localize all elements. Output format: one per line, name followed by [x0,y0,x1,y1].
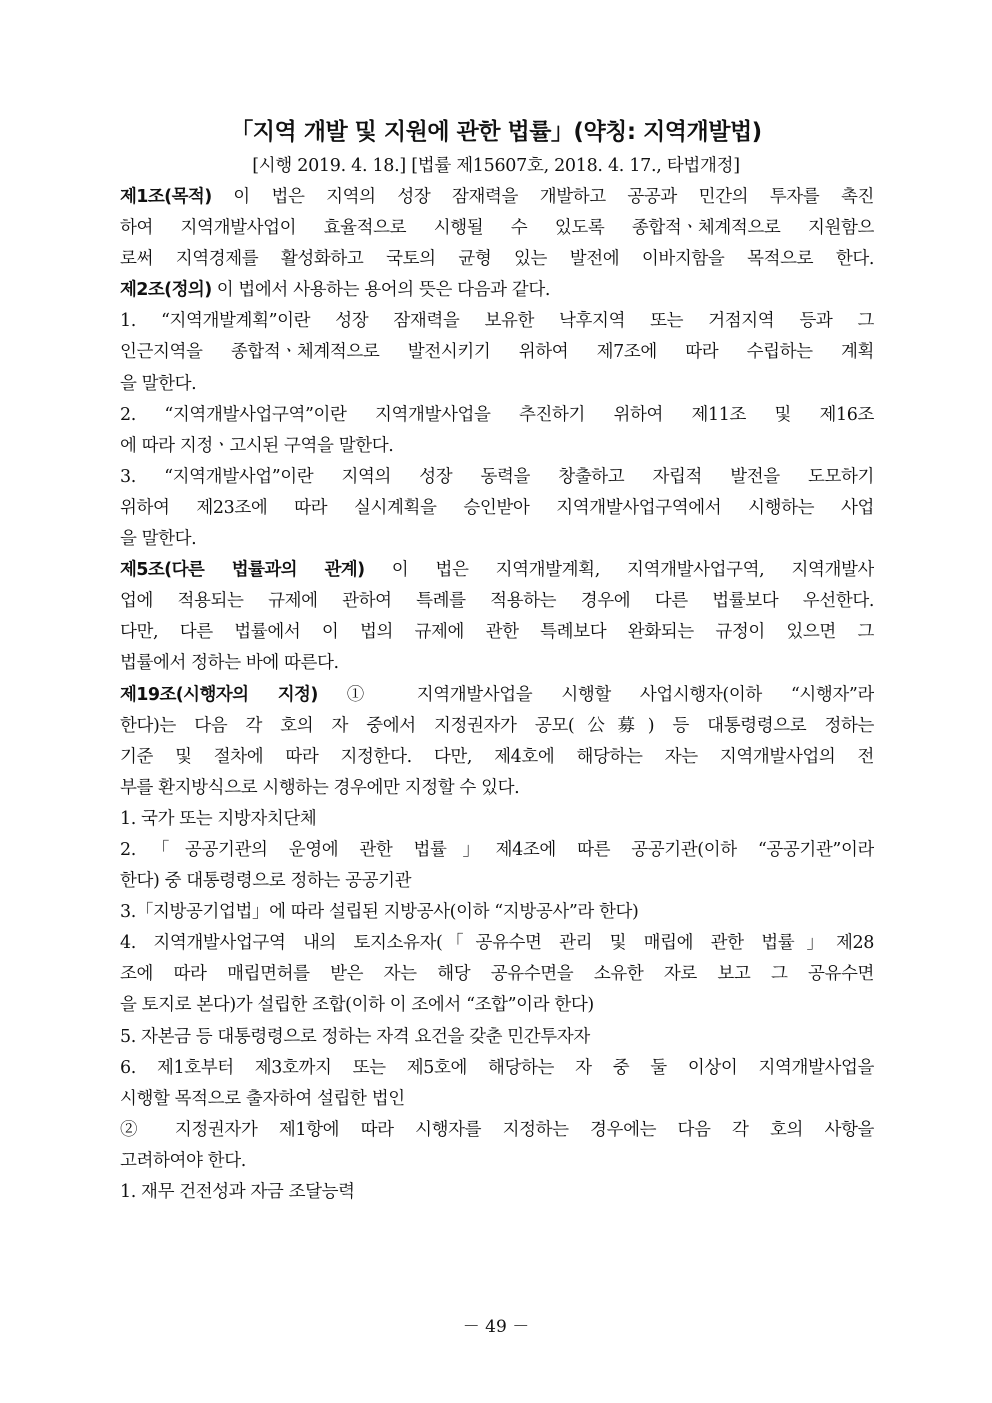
line-text: 한다) 중 대통령령으로 정하는 공공기관 [120,871,412,892]
line-text: 1. “지역개발계획”이란 성장 잠재력을 보유한 낙후지역 또는 거점지역 등과 그 [120,311,874,332]
text-line [120,928,874,959]
text-line [120,1084,874,1115]
line-text: 5. 자본금 등 대통령령으로 정하는 자격 요건을 갖춘 민간투자자 [120,1026,590,1047]
text-line [120,1022,874,1053]
line-text: ① 지역개발사업을 시행할 사업시행자(이하 “시행자”라 [317,684,874,705]
line-text: 6. 제1호부터 제3호까지 또는 제5호에 해당하는 자 중 둘 이상이 지역개발사업을 [120,1057,874,1078]
text-line [120,804,874,835]
document-body [120,182,874,1208]
line-text: 을 말한다. [120,529,197,550]
line-text: 3.「지방공기업법」에 따라 설립된 지방공사(이하 “지방공사”라 한다) [120,902,639,923]
line-text: 다만, 다른 법률에서 이 법의 규제에 관한 특례보다 완화되는 규정이 있으면 그 [120,622,874,643]
line-text: 한다)는 다음 각 호의 자 중에서 지정권자가 공모(公募) 등 대통령령으로 정하는 [120,715,874,736]
line-text: 부를 환지방식으로 시행하는 경우에만 지정할 수 있다. [120,777,520,798]
line-text: 1. 국가 또는 지방자치단체 [120,808,317,829]
line-text: 이 법은 지역개발계획, 지역개발사업구역, 지역개발사 [364,560,874,581]
line-text: 이 법은 지역의 성장 잠재력을 개발하고 공공과 민간의 투자를 촉진 [211,187,874,207]
line-text: 2.「공공기관의 운영에 관한 법률」제4조에 따른 공공기관(이하 “공공기관”이라 [120,839,874,860]
text-line [120,462,874,493]
line-text: 1. 재무 건전성과 자금 조달능력 [120,1182,355,1202]
document-title: 「지역 개발 및 지원에 관한 법률」(약칭: 지역개발법) [230,119,762,145]
article-heading: 제2조(정의) [120,280,212,301]
text-line [120,711,874,742]
line-text: 인근지역을 종합적ㆍ체계적으로 발전시키기 위하여 제7조에 따라 수립하는 계획 [120,342,874,363]
text-line [120,337,874,368]
line-text: 업에 적용되는 규제에 관하여 특례를 적용하는 경우에 다른 법률보다 우선한다. [120,591,874,612]
text-line [120,990,874,1021]
text-line [120,1177,874,1208]
text-line [120,835,874,866]
line-text: 에 따라 지정ㆍ고시된 구역을 말한다. [120,435,394,456]
text-line [120,182,874,213]
text-line [120,897,874,928]
line-text: 위하여 제23조에 따라 실시계획을 승인받아 지역개발사업구역에서 시행하는 사업 [120,497,874,518]
line-text: 기준 및 절차에 따라 지정한다. 다만, 제4호에 해당하는 자는 지역개발사업의 전 [120,746,874,767]
line-text: 로써 지역경제를 활성화하고 국토의 균형 있는 발전에 이바지함을 목적으로 한다. [120,249,874,270]
text-line [120,431,874,462]
line-text: 법률에서 정하는 바에 따른다. [120,653,339,674]
text-line [120,524,874,555]
line-text: 4. 지역개발사업구역 내의 토지소유자(「공유수면 관리 및 매립에 관한 법률」제28 [120,933,874,954]
text-line [120,555,874,586]
text-line [120,866,874,897]
line-text: 을 토지로 본다)가 설립한 조합(이하 이 조에서 “조합”이라 한다) [120,995,594,1016]
line-text: 이 법에서 사용하는 용어의 뜻은 다음과 같다. [211,280,550,301]
text-line [120,306,874,337]
page-number: － 49 － [462,1317,530,1337]
line-text: 고려하여야 한다. [120,1150,246,1171]
article-heading: 제19조(시행자의 지정) [120,684,318,705]
line-text: 조에 따라 매립면허를 받은 자는 해당 공유수면을 소유한 자로 보고 그 공유수면 [120,964,874,985]
text-line [120,617,874,648]
line-text: ② 지정권자가 제1항에 따라 시행자를 지정하는 경우에는 다음 각 호의 사항을 [120,1119,874,1140]
text-line [120,369,874,400]
text-line [120,586,874,617]
text-line [120,1146,874,1177]
line-text: 2. “지역개발사업구역”이란 지역개발사업을 추진하기 위하여 제11조 및 제16조 [120,404,874,425]
line-text: 하여 지역개발사업이 효율적으로 시행될 수 있도록 종합적ㆍ체계적으로 지원함으 [120,218,874,239]
text-line [120,742,874,773]
text-line [120,959,874,990]
article-heading: 제5조(다른 법률과의 관계) [120,560,365,581]
text-line [120,1115,874,1146]
line-text: 시행할 목적으로 출자하여 설립한 법인 [120,1088,405,1109]
text-line [120,493,874,524]
text-line [120,213,874,244]
article-heading: 제1조(목적) [120,187,212,207]
text-line [120,400,874,431]
text-line [120,680,874,711]
text-line [120,275,874,306]
line-text: 을 말한다. [120,373,197,394]
text-line [120,1053,874,1084]
text-line [120,648,874,679]
document-subtitle: [시행 2019. 4. 18.] [법률 제15607호, 2018. 4. 17., 타법개정] [252,156,740,176]
line-text: 3. “지역개발사업”이란 지역의 성장 동력을 창출하고 자립적 발전을 도모하기 [120,466,874,487]
text-line [120,773,874,804]
text-line [120,244,874,275]
